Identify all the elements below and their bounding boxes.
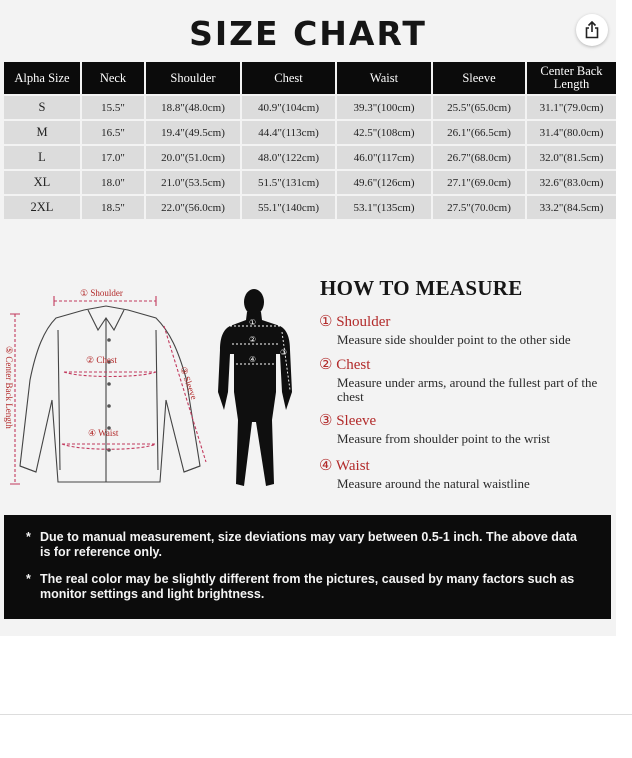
note-text: The real color may be slightly different from the pictures, caused by many factors such as monitor settings and light brightness. (40, 572, 575, 601)
col-alpha-size: Alpha Size (4, 62, 80, 94)
svg-text:②: ② (249, 335, 257, 344)
svg-text:③: ③ (280, 348, 288, 357)
note-item (26, 572, 580, 602)
col-chest: Chest (242, 62, 335, 94)
table-cell: 21.0"(53.5cm) (146, 171, 240, 194)
table-row (4, 171, 616, 194)
share-icon (584, 21, 600, 39)
table-row (4, 121, 616, 144)
col-center-back-length: Center Back Length (527, 62, 616, 94)
table-cell: 18.8"(48.0cm) (146, 96, 240, 119)
chart-title: SIZE CHART (189, 14, 427, 53)
bullet-icon: * (26, 530, 31, 544)
col-shoulder: Shoulder (146, 62, 240, 94)
table-cell: 16.5" (82, 121, 144, 144)
table-cell: 15.5" (82, 96, 144, 119)
table-cell: 49.6"(126cm) (337, 171, 431, 194)
table-row (4, 146, 616, 169)
size-table (2, 60, 618, 221)
table-cell: 2XL (4, 196, 80, 219)
col-waist: Waist (337, 62, 431, 94)
diagram-shoulder-label: ① Shoulder (80, 288, 123, 298)
table-cell: 27.1"(69.0cm) (433, 171, 525, 194)
measure-sleeve-heading: ③ Sleeve (319, 413, 377, 429)
table-cell: 27.5"(70.0cm) (433, 196, 525, 219)
measure-sleeve-desc: Measure from shoulder point to the wrist (337, 431, 551, 446)
table-cell: 17.0" (82, 146, 144, 169)
table-cell: 51.5"(131cm) (242, 171, 335, 194)
table-cell: 22.0"(56.0cm) (146, 196, 240, 219)
table-cell: 31.4"(80.0cm) (527, 121, 616, 144)
table-row (4, 196, 616, 219)
shirt-illustration (20, 306, 200, 482)
table-cell: 20.0"(51.0cm) (146, 146, 240, 169)
col-neck: Neck (82, 62, 144, 94)
table-cell: 44.4"(113cm) (242, 121, 335, 144)
table-header-row (4, 62, 616, 94)
measure-shoulder-heading: ① Shoulder (319, 314, 391, 330)
measurement-diagram (0, 282, 310, 498)
measure-chest-desc: Measure under arms, around the fullest part of the chest (337, 375, 598, 404)
svg-text:④: ④ (249, 355, 257, 364)
diagram-length-label: ⑤ Center Back Length (4, 346, 14, 429)
table-cell: 32.0"(81.5cm) (527, 146, 616, 169)
table-cell: M (4, 121, 80, 144)
diagram-waist-label: ④ Waist (88, 428, 119, 438)
diagram-sleeve-label: ③ Sleeve (178, 365, 200, 401)
table-cell: 55.1"(140cm) (242, 196, 335, 219)
table-row (4, 96, 616, 119)
notes-panel (4, 515, 611, 619)
table-cell: XL (4, 171, 80, 194)
bullet-icon: * (26, 572, 31, 586)
measure-shoulder-desc: Measure side shoulder point to the other side (337, 332, 571, 347)
table-cell: 19.4"(49.5cm) (146, 121, 240, 144)
note-item (26, 530, 580, 560)
table-cell: 18.5" (82, 196, 144, 219)
table-cell: 46.0"(117cm) (337, 146, 431, 169)
table-cell: 26.1"(66.5cm) (433, 121, 525, 144)
measure-chest-heading: ② Chest (319, 357, 371, 373)
col-sleeve: Sleeve (433, 62, 525, 94)
table-cell: S (4, 96, 80, 119)
table-cell: L (4, 146, 80, 169)
svg-text:①: ① (249, 318, 257, 327)
measure-waist-desc: Measure around the natural waistline (337, 476, 530, 491)
measure-waist-heading: ④ Waist (319, 458, 370, 474)
table-cell: 39.3"(100cm) (337, 96, 431, 119)
diagram-chest-label: ② Chest (86, 355, 117, 365)
table-cell: 25.5"(65.0cm) (433, 96, 525, 119)
share-button[interactable] (576, 14, 608, 46)
table-cell: 18.0" (82, 171, 144, 194)
table-cell: 42.5"(108cm) (337, 121, 431, 144)
table-cell: 26.7"(68.0cm) (433, 146, 525, 169)
table-cell: 31.1"(79.0cm) (527, 96, 616, 119)
table-cell: 53.1"(135cm) (337, 196, 431, 219)
note-text: Due to manual measurement, size deviations may vary between 0.5-1 inch. The above data is for reference only. (40, 530, 577, 559)
table-cell: 33.2"(84.5cm) (527, 196, 616, 219)
page-divider (0, 714, 632, 715)
table-cell: 32.6"(83.0cm) (527, 171, 616, 194)
table-cell: 48.0"(122cm) (242, 146, 335, 169)
how-to-measure-title: HOW TO MEASURE (320, 276, 523, 300)
table-cell: 40.9"(104cm) (242, 96, 335, 119)
